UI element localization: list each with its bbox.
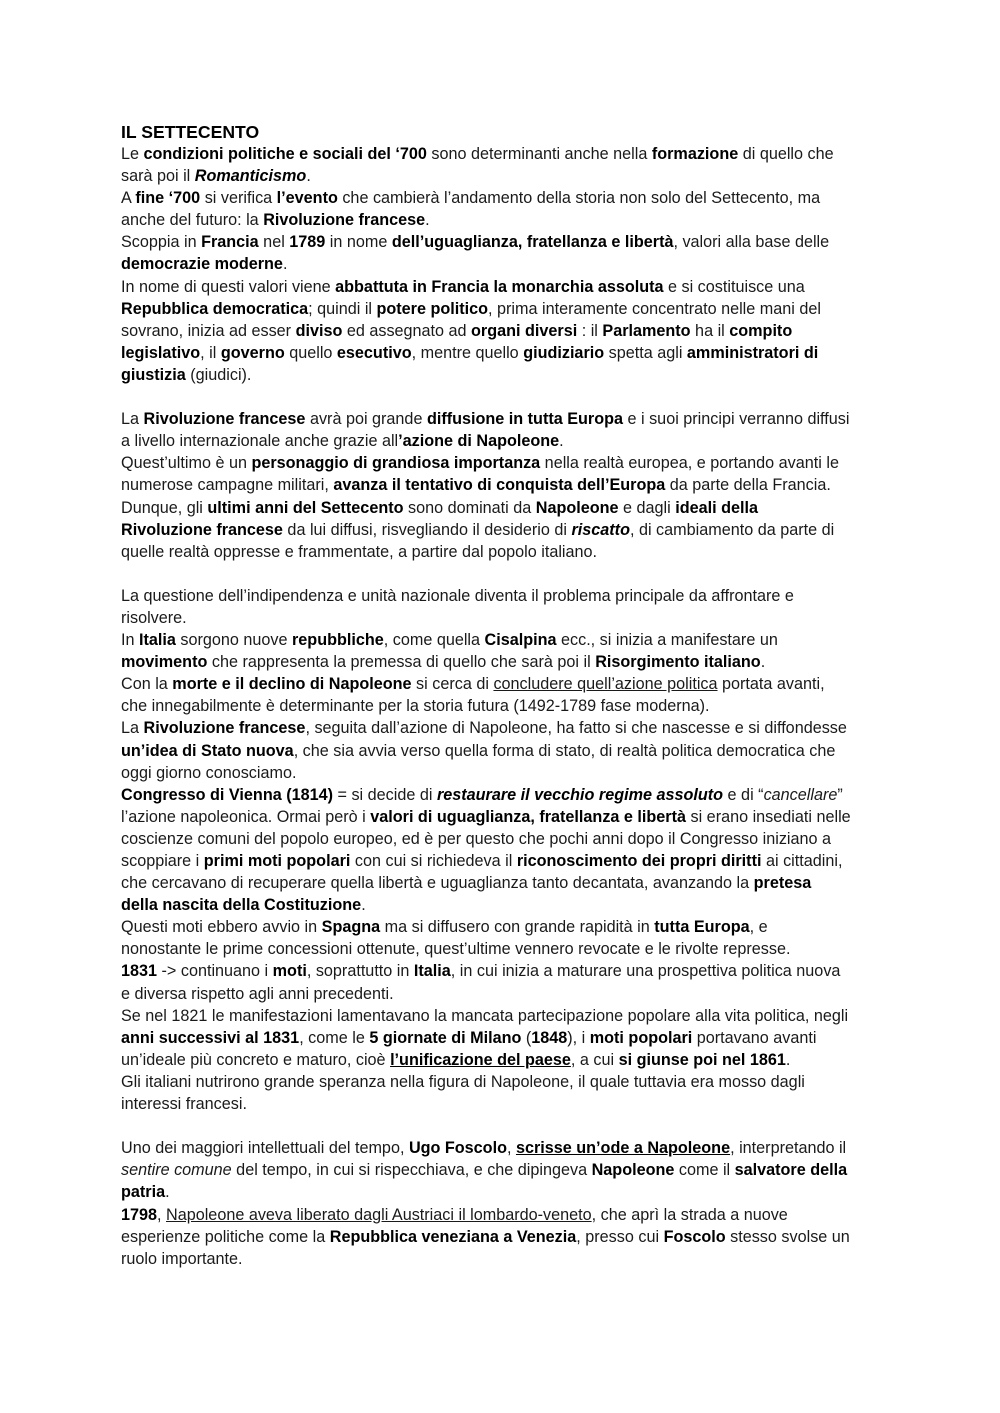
text-run: ; quindi il [308, 299, 377, 318]
emphasized-text: ultimi anni del Settecento [207, 498, 404, 517]
text-run: Le [121, 145, 144, 163]
emphasized-text: ideali della [675, 498, 759, 517]
emphasized-text: 1848 [531, 1028, 568, 1047]
emphasized-text: restaurare il vecchio regime assoluto [436, 785, 724, 804]
text-line [121, 850, 891, 872]
underlined-text: concludere quell’azione politica [493, 675, 718, 694]
text-run: Gli italiani nutrirono grande speranza nella figura di Napoleone, il quale tuttavia era mosso dagli [121, 1072, 805, 1091]
text-run: . [425, 211, 430, 230]
emphasized-text: avanza il tentativo di conquista dell’Europa [333, 476, 666, 495]
text-run: spetta agli [604, 343, 687, 362]
text-line [121, 629, 891, 651]
text-run: Se nel 1821 le manifestazioni lamentavano la mancata partecipazione popolare alla vita politica, negli [121, 1006, 849, 1025]
text-run: , interpretando il [730, 1139, 847, 1158]
text-run: scoppiare i [121, 852, 204, 870]
emphasized-text: un’idea di Stato nuova [121, 741, 294, 760]
text-run: ha il [690, 321, 730, 340]
text-run: ), i [567, 1028, 590, 1047]
emphasized-text: morte e il declino di Napoleone [172, 675, 412, 694]
text-run: In [121, 631, 139, 650]
emphasized-text: primi moti popolari [203, 852, 351, 870]
text-run: ma si diffusero con grande rapidità in [380, 918, 655, 937]
text-run: a livello internazionale anche grazie all [121, 432, 399, 451]
underlined-text: scrisse un’ode a Napoleone [515, 1139, 731, 1158]
emphasized-text: Francia [201, 233, 259, 252]
emphasized-text: salvatore della [734, 1161, 848, 1180]
emphasized-text: legislativo [121, 343, 201, 362]
text-run: , seguita dall’azione di Napoleone, ha fatto si che nascesse e si diffondesse [305, 719, 847, 738]
text-run: La [121, 719, 144, 738]
text-run: nella realtà europea, e portando avanti le [540, 454, 839, 473]
text-line [121, 740, 891, 762]
text-run: , come le [299, 1028, 370, 1047]
text-line [121, 651, 891, 673]
emphasized-text: Risorgimento italiano [595, 653, 761, 672]
paragraph-gap [121, 563, 891, 585]
emphasized-text: Cisalpina [484, 631, 557, 650]
text-line [121, 519, 891, 541]
emphasized-text: Foscolo [663, 1227, 726, 1246]
text-run: La [121, 410, 144, 429]
text-line [121, 1049, 891, 1071]
emphasized-text: Napoleone [591, 1161, 675, 1180]
emphasized-text: riscatto [571, 520, 630, 539]
emphasized-text: dell’uguaglianza, fratellanza e libertà [391, 233, 674, 252]
emphasized-text: abbattuta in Francia la monarchia assoluta [335, 277, 664, 296]
emphasized-text: governo [220, 343, 285, 362]
text-run: portata avanti, [717, 675, 825, 694]
emphasized-text: ’azione di Napoleone [398, 432, 560, 451]
text-run: ” [837, 785, 843, 804]
document-title: IL SETTECENTO [121, 122, 260, 142]
text-run: stesso svolse un [725, 1227, 850, 1246]
text-line [121, 960, 891, 982]
emphasized-text: 1798 [121, 1205, 158, 1224]
emphasized-text: 1789 [289, 233, 326, 252]
text-run: sono determinanti anche nella [426, 145, 652, 163]
text-run: ruolo importante. [121, 1249, 243, 1268]
text-run: . [361, 896, 366, 915]
text-run: , presso cui [576, 1227, 664, 1246]
text-run: coscienze comuni del popolo europeo, ed è per questo che pochi anni dopo il Congresso iniziano a [121, 829, 832, 848]
text-run: . [306, 167, 311, 186]
text-run: Questi moti ebbero avvio in [121, 918, 322, 937]
text-run: del tempo, in cui si rispecchiava, e che dipingeva [231, 1161, 592, 1180]
text-run: da parte della Francia. [665, 476, 831, 495]
text-run: ed assegnato ad [342, 321, 472, 340]
text-run: oggi giorno conosciamo. [121, 763, 297, 782]
text-run: che innegabilmente è determinante per la storia futura (1492-1789 fase moderna). [121, 697, 710, 716]
text-line [121, 916, 891, 938]
text-run: numerose campagne militari, [121, 476, 334, 495]
text-run: come il [674, 1161, 735, 1180]
text-line [121, 187, 891, 209]
emphasized-text: 1831 [121, 962, 158, 981]
text-line [121, 408, 891, 430]
emphasized-text: si giunse poi nel 1861 [618, 1050, 786, 1069]
text-line [121, 298, 891, 320]
text-run: , che aprì la strada a nuove [591, 1205, 788, 1224]
text-run: nonostante le prime concessioni ottenute, quest’ultime vennero revocate e le rivolte represse. [121, 940, 791, 959]
text-line [121, 1204, 891, 1226]
text-run: e dagli [618, 498, 676, 517]
emphasized-text: Rivoluzione francese [143, 410, 306, 429]
text-line [121, 938, 891, 960]
emphasized-text: Rivoluzione francese [143, 719, 306, 738]
text-run: interessi francesi. [121, 1095, 247, 1114]
text-line [121, 828, 891, 850]
text-run: (giudici). [185, 365, 252, 384]
emphasized-text: moti [272, 962, 307, 981]
text-line [121, 320, 891, 342]
text-line [121, 209, 891, 231]
text-line [121, 1181, 891, 1203]
emphasized-text: Ugo Foscolo [408, 1139, 507, 1158]
text-run: sovrano, inizia ad esser [121, 321, 296, 340]
text-run: e i suoi principi verranno diffusi [623, 410, 850, 429]
emphasized-text: Congresso di Vienna (1814) [121, 785, 334, 804]
text-run: ai cittadini, [761, 852, 843, 870]
text-run: e diversa rispetto agli anni precedenti. [121, 984, 394, 1003]
text-run: e di “ [723, 785, 764, 804]
emphasized-text: Spagna [321, 918, 381, 937]
text-line [121, 143, 891, 165]
emphasized-text: organi diversi [471, 321, 578, 340]
text-run: Uno dei maggiori intellettuali del tempo, [121, 1139, 409, 1158]
emphasized-text: Repubblica veneziana a Venezia [329, 1227, 577, 1246]
text-run: , che sia avvia verso quella forma di stato, di realtà politica democratica che [293, 741, 836, 760]
text-run: sorgono nuove [175, 631, 292, 650]
text-run: nel [258, 233, 290, 252]
text-run: si erano insediati nelle [686, 807, 851, 826]
emphasized-text: movimento [121, 653, 208, 672]
text-line [121, 342, 891, 364]
emphasized-text: valori di uguaglianza, fratellanza e libertà [370, 807, 686, 826]
text-line [121, 276, 891, 298]
text-line [121, 1093, 891, 1115]
text-line [121, 1248, 891, 1270]
text-run: che cercavano di recuperare quella libertà e uguaglianza tanto decantata, avanzando la [121, 874, 754, 893]
emphasized-text: Rivoluzione francese [121, 520, 283, 539]
underlined-text: Napoleone aveva liberato dagli Austriaci il lombardo-veneto [166, 1205, 592, 1224]
text-line [121, 1005, 891, 1027]
text-line [121, 695, 891, 717]
text-line [121, 983, 891, 1005]
text-run: da lui diffusi, risvegliando il desiderio di [282, 520, 572, 539]
emphasized-text: Romanticismo [194, 167, 307, 186]
emphasized-text: Rivoluzione francese [263, 211, 426, 230]
document-page [121, 121, 891, 1270]
text-run: sono dominati da [403, 498, 536, 517]
text-run: . [559, 432, 564, 451]
text-line [121, 231, 891, 253]
text-run: , [506, 1139, 516, 1158]
text-line [121, 607, 891, 629]
text-run: ecc., si inizia a manifestare un [556, 631, 778, 650]
text-line [121, 806, 891, 828]
emphasized-text: diviso [295, 321, 343, 340]
text-run: , come quella [383, 631, 485, 650]
emphasized-text: personaggio di grandiosa importanza [251, 454, 541, 473]
text-run: di quello che [738, 145, 834, 163]
text-run: e si costituisce una [663, 277, 805, 296]
text-run: sentire comune [121, 1161, 232, 1180]
text-run: quello [284, 343, 337, 362]
emphasized-text: condizioni politiche e sociali del ‘700 [143, 145, 427, 163]
text-run: , [157, 1205, 167, 1224]
emphasized-text: giudiziario [523, 343, 605, 362]
text-line [121, 585, 891, 607]
text-run: : il [577, 321, 603, 340]
emphasized-text: 5 giornate di Milano [369, 1028, 522, 1047]
text-run: . [282, 255, 288, 274]
text-line [121, 1137, 891, 1159]
text-run: , valori alla base delle [673, 233, 830, 252]
text-run: , soprattutto in [306, 962, 414, 981]
text-run: esperienze politiche come la [121, 1227, 330, 1246]
document-body [121, 143, 891, 1270]
text-run: Dunque, gli [121, 498, 208, 517]
text-run: ( [521, 1028, 532, 1047]
text-line [121, 1159, 891, 1181]
text-line [121, 717, 891, 739]
emphasized-text: formazione [651, 145, 739, 163]
text-run: portavano avanti [692, 1028, 817, 1047]
text-run: in nome [325, 233, 392, 252]
emphasized-text: fine ‘700 [135, 189, 201, 208]
text-run: risolvere. [121, 608, 187, 627]
text-run: , e [749, 918, 768, 937]
text-run: che rappresenta la premessa di quello che sarà poi il [207, 653, 596, 672]
emphasized-text: Parlamento [602, 321, 691, 340]
text-run: si verifica [200, 189, 277, 208]
emphasized-text: Napoleone [535, 498, 619, 517]
text-line [121, 364, 891, 386]
text-run: Scoppia in [121, 233, 202, 252]
emphasized-text: esecutivo [336, 343, 412, 362]
text-run: , a cui [570, 1050, 619, 1069]
emphasized-text: pretesa [753, 874, 812, 893]
text-line [121, 762, 891, 784]
text-run: l’azione napoleonica. Ormai però i [121, 807, 371, 826]
text-line [121, 474, 891, 496]
text-line [121, 165, 891, 187]
emphasized-text: amministratori di [686, 343, 819, 362]
text-run: sarà poi il [121, 167, 195, 186]
underlined-text: l’unificazione del paese [390, 1050, 571, 1069]
text-line [121, 497, 891, 519]
emphasized-text: repubbliche [292, 631, 384, 650]
text-run: , prima interamente concentrato nelle mani del [488, 299, 821, 318]
text-run: . [785, 1050, 791, 1069]
emphasized-text: potere politico [376, 299, 489, 318]
text-run: che cambierà l’andamento della storia non solo del Settecento, ma [337, 189, 821, 208]
text-run: = si decide di [333, 785, 437, 804]
text-line [121, 1027, 891, 1049]
emphasized-text: giustizia [121, 365, 186, 384]
text-run: , il [200, 343, 221, 362]
text-run: quelle realtà oppresse e frammentate, a partire dal popolo italiano. [121, 542, 598, 561]
text-line [121, 430, 891, 452]
emphasized-text: della nascita della Costituzione [121, 896, 362, 915]
emphasized-text: democrazie moderne [121, 255, 283, 274]
text-run: La questione dell’indipendenza e unità nazionale diventa il problema principale da affrontare e [121, 586, 794, 605]
text-run: , in cui inizia a maturare una prospettiva politica nuova [450, 962, 841, 981]
emphasized-text: Italia [413, 962, 451, 981]
text-run: , mentre quello [411, 343, 524, 362]
emphasized-text: l’evento [276, 189, 338, 208]
text-run: . [165, 1183, 170, 1202]
emphasized-text: riconoscimento dei propri diritti [516, 852, 762, 870]
text-run: con cui si richiedeva il [350, 852, 517, 870]
emphasized-text: tutta Europa [654, 918, 750, 937]
text-run: A [121, 189, 136, 208]
text-run: cancellare [763, 785, 838, 804]
text-line [121, 452, 891, 474]
emphasized-text: diffusione in tutta Europa [426, 410, 623, 429]
emphasized-text: moti popolari [589, 1028, 693, 1047]
emphasized-text: Repubblica democratica [121, 299, 309, 318]
text-run: In nome di questi valori viene [121, 277, 336, 296]
text-run: . [760, 653, 766, 672]
text-run: Quest’ultimo è un [121, 454, 252, 473]
text-line [121, 872, 891, 894]
emphasized-text: patria [121, 1183, 166, 1202]
text-run: avrà poi grande [305, 410, 427, 429]
emphasized-text: anni successivi al 1831 [121, 1028, 300, 1047]
paragraph-gap [121, 1115, 891, 1137]
text-line [121, 1226, 891, 1248]
text-line [121, 673, 891, 695]
text-run: , di cambiamento da parte di [629, 520, 835, 539]
paragraph-gap [121, 386, 891, 408]
emphasized-text: Italia [139, 631, 176, 650]
emphasized-text: compito [729, 321, 793, 340]
text-line [121, 784, 891, 806]
text-line [121, 1071, 891, 1093]
text-line [121, 253, 891, 275]
text-line [121, 894, 891, 916]
text-run: anche del futuro: la [121, 211, 264, 230]
text-run: si cerca di [411, 675, 494, 694]
text-run: -> continuano i [157, 962, 273, 981]
text-run: un’ideale più concreto e maturo, cioè [121, 1050, 391, 1069]
text-run: Con la [121, 675, 173, 694]
text-line [121, 541, 891, 563]
